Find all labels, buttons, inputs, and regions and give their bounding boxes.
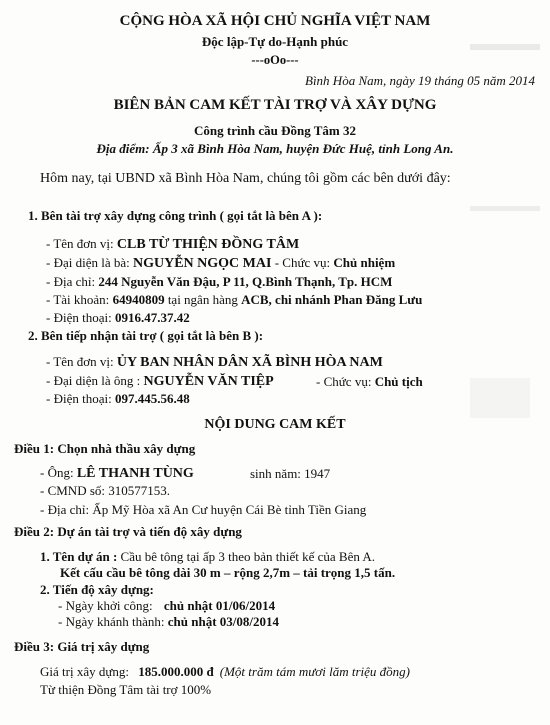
party-b-org-row: [46, 355, 383, 370]
party-b-rep-row: [46, 374, 274, 389]
party-a-bank-value: ACB, chi nhánh Phan Đăng Lưu: [241, 292, 423, 307]
party-a-org-value: CLB TỪ THIỆN ĐỒNG TÂM: [116, 237, 300, 252]
party-a-rep-value: NGUYỄN NGỌC MAI: [133, 256, 272, 271]
party-a-heading: 1. Bên tài trợ xây dựng công trình ( gọi tắt là bên A ):: [28, 208, 323, 223]
schedule-heading: 2. Tiến độ xây dựng:: [40, 582, 154, 597]
article-1-id-row: [40, 484, 170, 497]
party-a-role-label: - Chức vụ:: [271, 255, 334, 270]
party-a-org-row: [46, 237, 299, 252]
party-a-rep-row: [46, 256, 395, 271]
project-name-label: 1. Tên dự án :: [40, 549, 118, 564]
end-date-label: - Ngày khánh thành:: [58, 614, 168, 629]
divider: ---oOo---: [251, 53, 299, 67]
party-b-role-row: [316, 375, 423, 388]
party-b-role-value: Chủ tịch: [374, 374, 423, 389]
article-1-heading: Điều 1: Chọn nhà thầu xây dựng: [14, 441, 196, 456]
start-date-value: chủ nhật 01/06/2014: [163, 598, 276, 613]
party-a-role-value: Chủ nhiệm: [333, 255, 396, 270]
project-name: Công trình cầu Đồng Tâm 32: [194, 123, 356, 138]
article-2-item1-row: [40, 550, 375, 563]
party-a-rep-label: - Đại diện là bà:: [46, 255, 133, 270]
party-a-phone-row: [46, 311, 190, 324]
motto: Độc lập-Tự do-Hạnh phúc: [201, 34, 349, 49]
sponsor-note: Từ thiện Đồng Tâm tài trợ 100%: [40, 682, 212, 697]
end-date-value: chủ nhật 03/08/2014: [167, 614, 280, 629]
party-b-phone-label: - Điện thoại:: [46, 391, 115, 406]
contractor-name-label: - Ông:: [40, 465, 77, 480]
content-heading: NỘI DUNG CAM KẾT: [204, 417, 346, 432]
party-b-role-label: - Chức vụ:: [316, 374, 375, 389]
start-date-label: - Ngày khởi công:: [58, 598, 156, 613]
place-date: Bình Hòa Nam, ngày 19 tháng 05 năm 2014: [305, 73, 536, 88]
party-b-phone-value: 097.445.56.48: [114, 391, 190, 406]
bleed-through-mark: [470, 378, 530, 418]
party-a-phone-label: - Điện thoại:: [46, 310, 115, 325]
article-1-birth-row: [250, 467, 330, 480]
article-2-heading: Điều 2: Dự án tài trợ và tiến độ xây dựng: [14, 524, 242, 539]
party-a-addr-value: 244 Nguyễn Văn Đậu, P 11, Q.Bình Thạnh, Tp. HCM: [98, 274, 393, 289]
construction-value-amount: 185.000.000 đ: [138, 664, 214, 679]
party-a-bank-label: tại ngân hàng: [164, 292, 242, 307]
party-b-org-value: ỦY BAN NHÂN DÂN XÃ BÌNH HÒA NAM: [116, 355, 383, 370]
party-a-acct-value: 64940809: [112, 292, 165, 307]
project-location: Địa điểm: Ấp 3 xã Bình Hòa Nam, huyện Đức Huệ, tỉnh Long An.: [96, 141, 454, 156]
contractor-name-value: LÊ THANH TÙNG: [76, 466, 194, 481]
project-name-value: Cầu bê tông tại ấp 3 theo bản thiết kế của Bên A.: [117, 549, 376, 564]
party-b-heading: 2. Bên tiếp nhận tài trợ ( gọi tắt là bên B ):: [28, 328, 264, 343]
party-b-rep-value: NGUYỄN VĂN TIỆP: [143, 374, 274, 389]
party-b-rep-label: - Đại diện là ông :: [46, 373, 144, 388]
contractor-addr-value: Ấp Mỹ Hòa xã An Cư huyện Cái Bè tỉnh Tiền Giang: [92, 502, 367, 517]
article-1-addr-row: [40, 503, 366, 516]
project-structure: Kết cấu cầu bê tông dài 30 m – rộng 2,7m – tải trọng 1,5 tấn.: [60, 565, 396, 580]
article-1-name-row: [40, 466, 194, 481]
construction-value-row: [40, 665, 410, 678]
party-b-org-label: - Tên đơn vị:: [46, 354, 117, 369]
contractor-birth-label: sinh năm:: [250, 466, 305, 481]
nation-heading: CỘNG HÒA XÃ HỘI CHỦ NGHĨA VIỆT NAM: [119, 13, 431, 29]
contractor-id-value: 310577153.: [108, 483, 171, 498]
article-3-heading: Điều 3: Giá trị xây dựng: [14, 639, 150, 654]
party-a-org-label: - Tên đơn vị:: [46, 236, 117, 251]
construction-value-label: Giá trị xây dựng:: [40, 664, 133, 679]
party-a-addr-row: [46, 275, 392, 288]
bleed-through-mark: [470, 206, 540, 211]
contractor-addr-label: - Địa chỉ:: [40, 502, 93, 517]
start-date-row: [58, 599, 275, 612]
party-a-addr-label: - Địa chỉ:: [46, 274, 99, 289]
contractor-birth-value: 1947: [304, 466, 331, 481]
contractor-id-label: - CMND số:: [40, 483, 109, 498]
end-date-row: [58, 615, 279, 628]
party-b-phone-row: [46, 392, 190, 405]
party-a-acct-label: - Tài khoản:: [46, 292, 113, 307]
construction-value-words: (Một trăm tám mươi lăm triệu đồng): [219, 664, 410, 679]
document-title: BIÊN BẢN CAM KẾT TÀI TRỢ VÀ XÂY DỰNG: [113, 97, 437, 113]
intro-text: Hôm nay, tại UBND xã Bình Hòa Nam, chúng tôi gồm các bên dưới đây:: [40, 171, 451, 186]
party-a-acct-row: [46, 293, 422, 306]
party-a-phone-value: 0916.47.37.42: [114, 310, 190, 325]
